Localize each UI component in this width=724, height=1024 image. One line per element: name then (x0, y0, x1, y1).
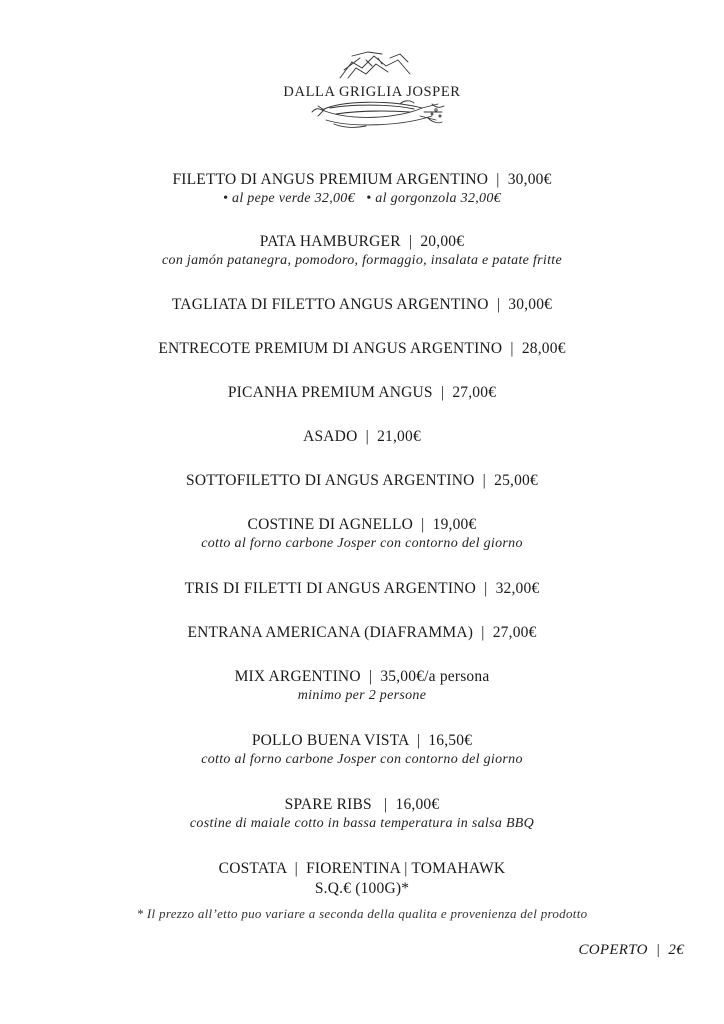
menu-item-description: con jamón patanegra, pomodoro, formaggio, insalata e patate fritte (162, 253, 562, 268)
menu-item-name: MIX ARGENTINO | 35,00€/a persona (234, 668, 490, 685)
menu-item (0, 857, 724, 879)
menu-item (0, 665, 724, 687)
menu-item-description: cotto al forno carbone Josper con contorno del giorno (201, 752, 523, 767)
section-title: DALLA GRIGLIA JOSPER (283, 84, 461, 100)
price-per-weight: S.Q.€ (100G)* (314, 880, 410, 897)
menu-item (0, 381, 724, 403)
menu-item-list (0, 168, 724, 899)
menu-item-name: TRIS DI FILETTI DI ANGUS ARGENTINO | 32,00€ (184, 580, 540, 597)
menu-item-name: SPARE RIBS | 16,00€ (284, 796, 440, 813)
menu-item (0, 729, 724, 751)
menu-item-name: COSTINE DI AGNELLO | 19,00€ (247, 516, 477, 533)
menu-item-description: • al pepe verde 32,00€ • al gorgonzola 32,00€ (223, 191, 501, 206)
menu-item-name: SOTTOFILETTO DI ANGUS ARGENTINO | 25,00€ (186, 472, 538, 489)
cover-charge: COPERTO | 2€ (578, 942, 684, 958)
menu-item-name: ENTRANA AMERICANA (DIAFRAMMA) | 27,00€ (187, 624, 537, 641)
menu-item (0, 621, 724, 643)
menu-item-name: COSTATA | FIORENTINA | TOMAHAWK (218, 860, 506, 877)
menu-item-name: TAGLIATA DI FILETTO ANGUS ARGENTINO | 30,00€ (171, 296, 553, 313)
menu-item (0, 469, 724, 491)
menu-item (0, 230, 724, 252)
menu-item (0, 337, 724, 359)
price-footnote: * Il prezzo all’etto puo variare a seconda della qualita e provenienza del prodotto (136, 906, 588, 921)
menu-item-price-line (0, 877, 724, 899)
menu-item (0, 577, 724, 599)
menu-item (0, 168, 724, 190)
menu-item-name: PATA HAMBURGER | 20,00€ (259, 233, 465, 250)
menu-item (0, 293, 724, 315)
menu-item-name: PICANHA PREMIUM ANGUS | 27,00€ (227, 384, 497, 401)
menu-item-name: POLLO BUENA VISTA | 16,50€ (251, 732, 473, 749)
menu-item (0, 793, 724, 815)
section-header (282, 48, 462, 132)
menu-item (0, 513, 724, 535)
menu-item-name: FILETTO DI ANGUS PREMIUM ARGENTINO | 30,00€ (172, 171, 552, 188)
menu-item-name: ENTRECOTE PREMIUM DI ANGUS ARGENTINO | 28,00€ (158, 340, 566, 357)
menu-item-description: cotto al forno carbone Josper con contorno del giorno (201, 536, 523, 551)
menu-item-name: ASADO | 21,00€ (303, 428, 421, 445)
menu-item-description: minimo per 2 persone (297, 688, 427, 703)
menu-item (0, 425, 724, 447)
menu-item-description: costine di maiale cotto in bassa temperatura in salsa BBQ (189, 816, 535, 831)
